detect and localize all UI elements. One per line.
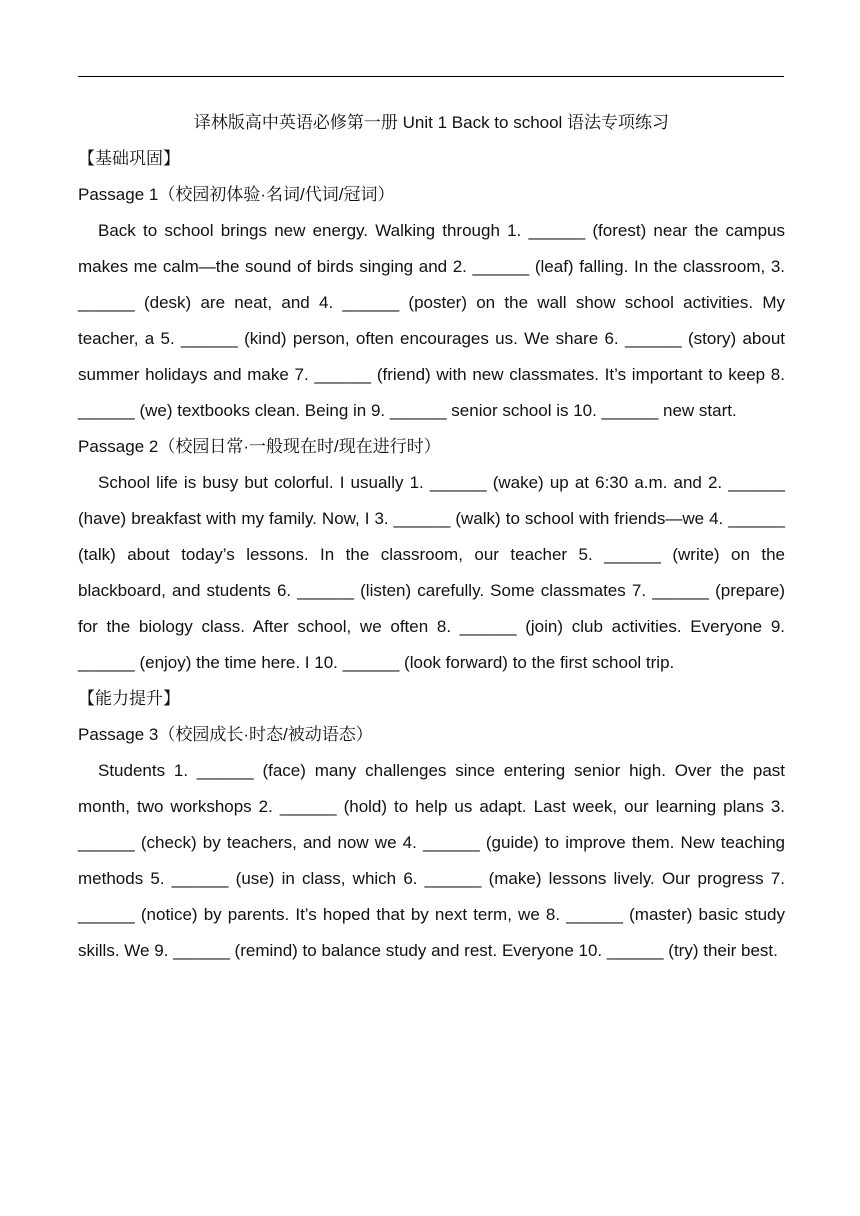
section-heading-basic: 【基础巩固】 bbox=[78, 149, 180, 168]
passage-1-text: Back to school brings new energy. Walking through 1. ______ (forest) near the campus makes me calm—the sound of birds singing and 2. ______ (leaf) falling. In the classroom, 3. ______ (desk) are neat, and 4. ______ (poster) on the wall show school activities. My teacher, a 5. ______ (kind) person, often encourages us. We share 6. ______ (story) about summer holidays and make 7. ______ (friend) with new classmates. It’s important to keep 8. ______ (we) textbooks clean. Being in 9. ______ senior school is 10. ______ new start. bbox=[78, 221, 785, 420]
passage-1-heading: Passage 1（校园初体验·名词/代词/冠词） bbox=[78, 185, 395, 204]
passage-3-heading: Passage 3（校园成长·时态/被动语态） bbox=[78, 725, 373, 744]
document-page bbox=[78, 108, 785, 969]
header-rule bbox=[78, 76, 784, 77]
section-heading-advanced: 【能力提升】 bbox=[78, 689, 180, 708]
document-title: 译林版高中英语必修第一册 Unit 1 Back to school 语法专项练习 bbox=[193, 113, 670, 132]
passage-3-text: Students 1. ______ (face) many challenges since entering senior high. Over the past month, two workshops 2. ______ (hold) to help us adapt. Last week, our learning plans 3. ______ (check) by teachers, and now we 4. ______ (guide) to improve them. New teaching methods 5. ______ (use) in class, which 6. ______ (make) lessons lively. Our progress 7. ______ (notice) by parents. It’s hoped that by next term, we 8. ______ (master) basic study skills. We 9. ______ (remind) to balance study and rest. Everyone 10. ______ (try) their best. bbox=[78, 761, 785, 960]
passage-2-text: School life is busy but colorful. I usually 1. ______ (wake) up at 6:30 a.m. and 2. ______ (have) breakfast with my family. Now, I 3. ______ (walk) to school with friends—we 4. ______ (talk) about today’s lessons. In the classroom, our teacher 5. ______ (write) on the blackboard, and students 6. ______ (listen) carefully. Some classmates 7. ______ (prepare) for the biology class. After school, we often 8. ______ (join) club activities. Everyone 9. ______ (enjoy) the time here. I 10. ______ (look forward) to the first school trip. bbox=[78, 473, 785, 672]
passage-2-heading: Passage 2（校园日常·一般现在时/现在进行时） bbox=[78, 437, 441, 456]
